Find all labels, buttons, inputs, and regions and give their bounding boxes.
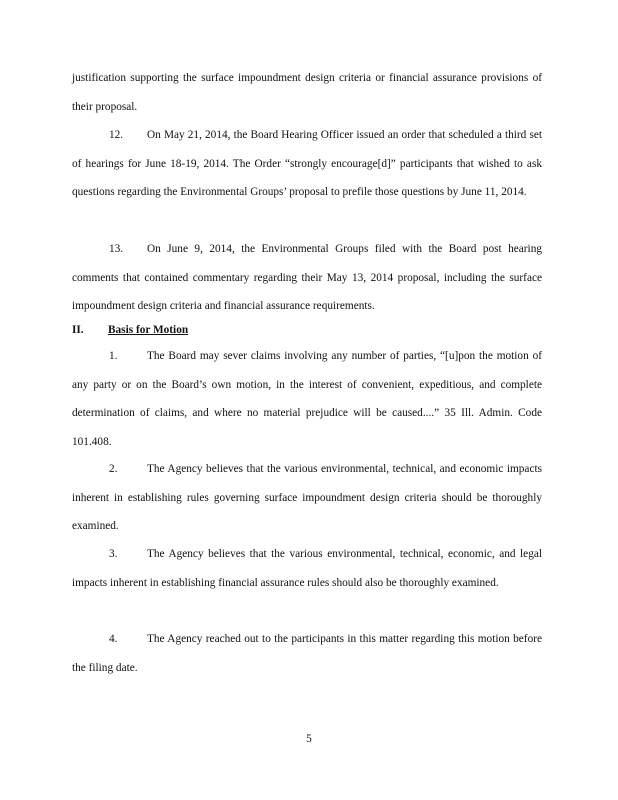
section-paragraph-3 (72, 540, 542, 597)
paragraph-number: 2. (109, 463, 118, 475)
paragraph-text: On May 21, 2014, the Board Hearing Officer issued an order that scheduled a third set of hearings for June 18-19, 2014. The Order “strongly encourage[d]” participants that wished to ask questions regarding the Environmental Groups’ proposal to prefile those questions by June 11, 2014. (72, 129, 542, 198)
paragraph-text: justification supporting the surface impoundment design criteria or financial assurance provisions of their proposal. (72, 72, 542, 113)
paragraph-text: The Agency believes that the various environmental, technical, and economic impacts inherent in establishing rules governing surface impoundment design criteria should be thoroughly examined. (72, 463, 542, 532)
paragraph-text: The Agency believes that the various environmental, technical, economic, and legal impacts inherent in establishing financial assurance rules should also be thoroughly examined. (72, 548, 542, 589)
page-number: 5 (306, 733, 312, 745)
section-paragraph-4 (72, 625, 542, 682)
paragraph-text: The Board may sever claims involving any number of parties, “[u]pon the motion of any party or on the Board’s own motion, in the interest of convenient, expeditious, and complete determination of claims, and where no material prejudice will be caused....” 35 Ill. Admin. Code 101.408. (72, 350, 542, 448)
section-heading (72, 322, 188, 338)
paragraph-text: On June 9, 2014, the Environmental Groups filed with the Board post hearing comments that contained commentary regarding their May 13, 2014 proposal, including the surface impoundment design criteria and financial assurance requirements. (72, 243, 542, 312)
paragraph-continuation (72, 64, 542, 121)
section-paragraph-2 (72, 455, 542, 541)
paragraph-number: 4. (109, 633, 118, 645)
paragraph-text: The Agency reached out to the participants in this matter regarding this motion before the filing date. (72, 633, 542, 674)
paragraph-number: 1. (109, 350, 118, 362)
paragraph-13 (72, 235, 542, 321)
section-paragraph-1 (72, 342, 542, 456)
paragraph-number: 13. (109, 243, 124, 255)
paragraph-12 (72, 121, 542, 207)
section-title: Basis for Motion (108, 324, 189, 336)
paragraph-number: 3. (109, 548, 118, 560)
paragraph-number: 12. (109, 129, 124, 141)
section-numeral: II. (72, 324, 84, 336)
